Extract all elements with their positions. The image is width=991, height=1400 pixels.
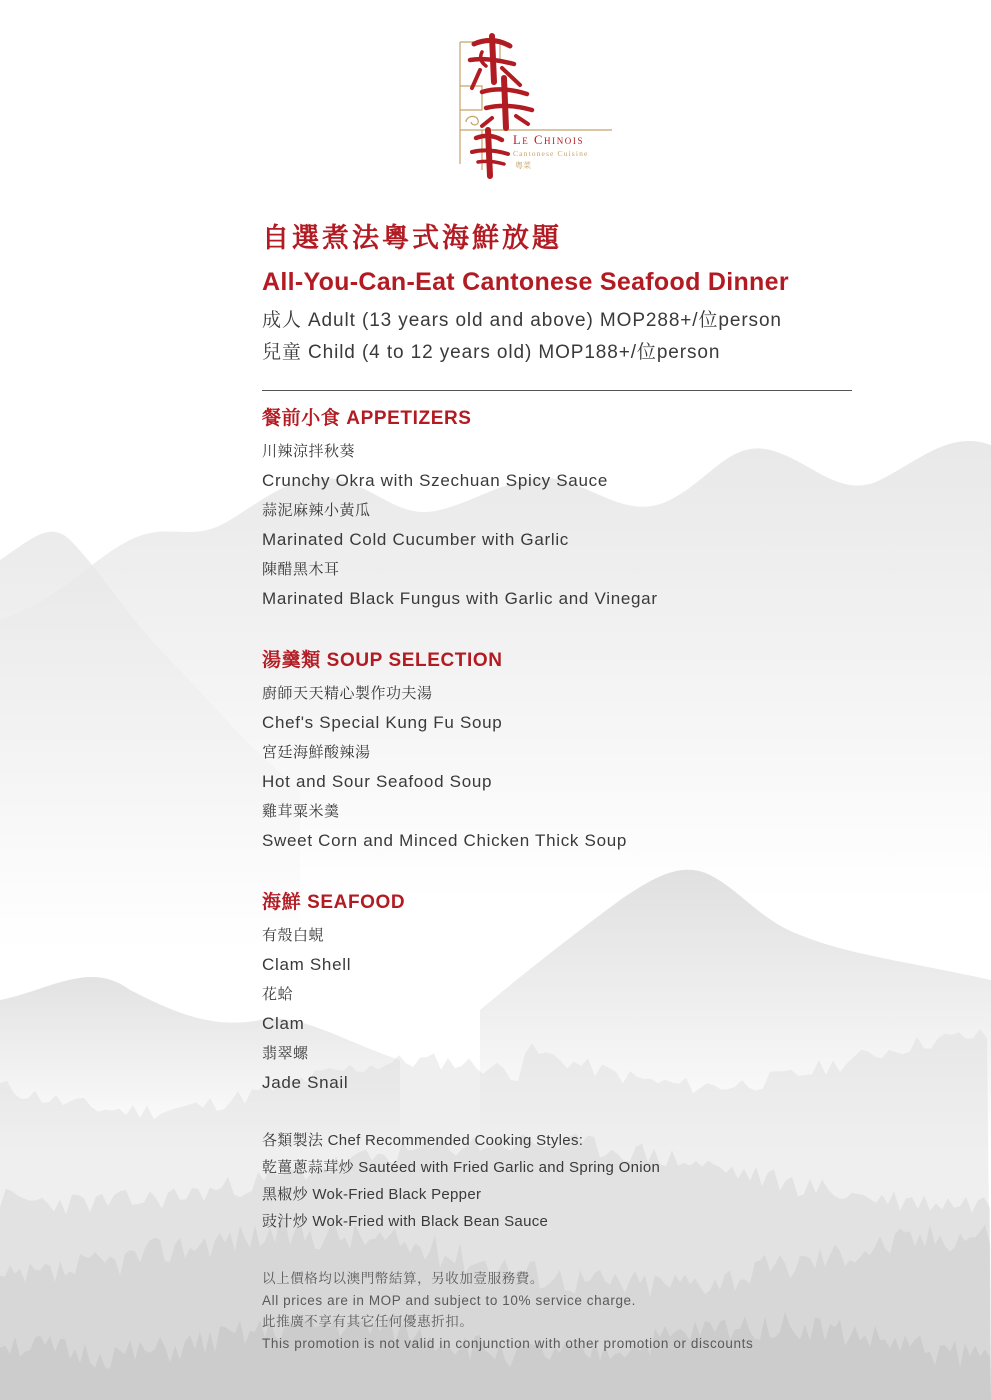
cooking-style-item: 黑椒炒 Wok-Fried Black Pepper xyxy=(262,1185,482,1203)
menu-item-english: Sweet Corn and Minced Chicken Thick Soup xyxy=(262,830,628,850)
section-heading: 湯羹類 SOUP SELECTION xyxy=(262,650,503,671)
footer-note: 此推廣不享有其它任何優惠折扣。 xyxy=(262,1314,474,1330)
menu-item-chinese: 有殼白蜆 xyxy=(262,926,325,944)
item-list xyxy=(262,921,862,1098)
cooking-style-item: 豉汁炒 Wok-Fried with Black Bean Sauce xyxy=(262,1212,549,1230)
menu-item-chinese: 蒜泥麻辣小黃瓜 xyxy=(262,501,371,519)
menu-item-chinese: 翡翠螺 xyxy=(262,1044,309,1062)
header-divider xyxy=(262,390,852,391)
item-list xyxy=(262,679,862,856)
menu-item-english: Hot and Sour Seafood Soup xyxy=(262,771,493,791)
menu-item-chinese: 陳醋黑木耳 xyxy=(262,560,340,578)
title-english: All-You-Can-Eat Cantonese Seafood Dinner xyxy=(262,268,789,296)
section-heading: 海鮮 SEAFOOD xyxy=(262,892,406,913)
footer-note: This promotion is not valid in conjunction with other promotion or discounts xyxy=(262,1336,754,1352)
cooking-style-item: 乾薑蔥蒜茸炒 Sautéed with Fried Garlic and Spring Onion xyxy=(262,1158,661,1176)
logo-name: Le Chinois xyxy=(513,133,585,147)
menu-item-chinese: 花蛤 xyxy=(262,985,294,1003)
footer-note: 以上價格均以澳門幣結算，另收加壹服務費。 xyxy=(262,1271,544,1286)
item-list xyxy=(262,437,862,614)
appetizers-section xyxy=(262,404,862,614)
price-child: 兒童 Child (4 to 12 years old) MOP188+/位person xyxy=(262,342,721,363)
menu-item-english: Jade Snail xyxy=(262,1072,349,1092)
logo-tagline: Cantonese Cuisine xyxy=(513,149,589,158)
section-heading: 餐前小食 APPETIZERS xyxy=(262,408,472,429)
price-adult: 成人 Adult (13 years old and above) MOP288+/位person xyxy=(262,310,782,331)
menu-item-chinese: 川辣涼拌秋葵 xyxy=(262,442,356,460)
title-chinese: 自選煮法粵式海鮮放題 xyxy=(262,223,562,253)
menu-item-english: Clam xyxy=(262,1013,305,1033)
menu-item-english: Marinated Cold Cucumber with Garlic xyxy=(262,529,569,549)
cooking-styles-heading: 各類製法 Chef Recommended Cooking Styles: xyxy=(262,1131,584,1149)
terms-footer xyxy=(262,1268,882,1355)
footer-note: All prices are in MOP and subject to 10% service charge. xyxy=(262,1292,637,1308)
menu-item-chinese: 宮廷海鮮酸辣湯 xyxy=(262,743,371,761)
menu-item-english: Chef's Special Kung Fu Soup xyxy=(262,712,503,732)
menu-item-english: Clam Shell xyxy=(262,954,352,974)
menu-item-english: Marinated Black Fungus with Garlic and Vinegar xyxy=(262,588,658,608)
soup-section xyxy=(262,646,862,856)
menu-item-chinese: 廚師天天精心製作功夫湯 xyxy=(262,684,433,702)
menu-header xyxy=(262,222,862,369)
menu-item-chinese: 雞茸粟米羹 xyxy=(262,802,340,820)
seafood-section xyxy=(262,888,862,1098)
le-chinois-logo xyxy=(452,30,617,180)
menu-item-english: Crunchy Okra with Szechuan Spicy Sauce xyxy=(262,470,608,490)
cooking-styles xyxy=(262,1127,862,1235)
logo-tagline-zh: 粵菜 xyxy=(515,161,531,170)
